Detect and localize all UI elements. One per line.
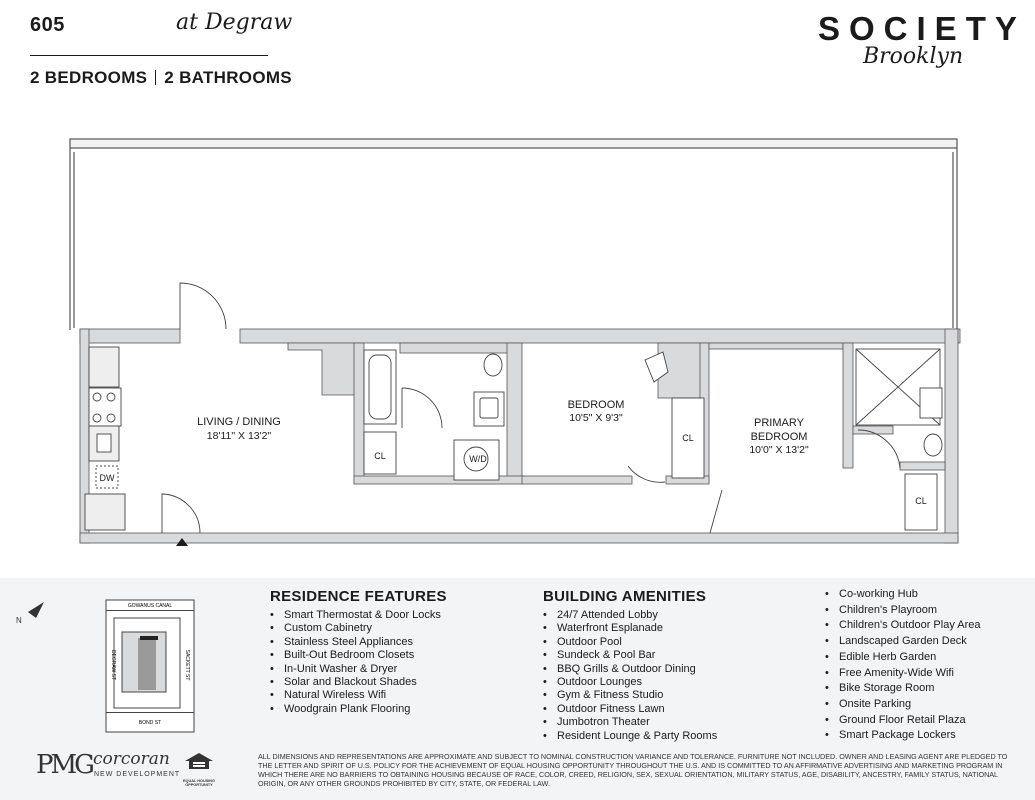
list-item: • Sundeck & Pool Bar [543,649,717,662]
rooms-separator [155,70,156,85]
list-item: • Smart Thermostat & Door Locks [270,609,441,622]
list-item: • Outdoor Lounges [543,676,717,689]
svg-text:GOWANUS CANAL: GOWANUS CANAL [127,603,173,609]
list-item: • Outdoor Pool [543,636,717,649]
equal-housing-icon [181,751,217,777]
header-divider [30,55,268,56]
doors [162,283,900,533]
living-room-name: LIVING / DINING [197,416,281,428]
svg-text:SACKETT ST: SACKETT ST [184,649,190,681]
kitchen [85,347,125,530]
list-item: • Stainless Steel Appliances [270,636,441,649]
svg-text:BOND ST: BOND ST [138,720,162,726]
primary-bedroom-size: 10'0" X 13'2" [749,444,809,456]
building-amenities-list-2 [825,587,981,744]
primary-bedroom-name2: BEDROOM [750,431,808,443]
list-item: • Solar and Blackout Shades [270,676,441,689]
closet-label: CL [915,496,927,506]
list-item: • Free Amenity-Wide Wifi [825,666,981,682]
fixtures [364,349,942,530]
bathrooms-label: 2 BATHROOMS [164,68,292,87]
residence-features-title: RESIDENCE FEATURES [270,588,447,605]
list-item: • Waterfront Esplanade [543,622,717,635]
list-item: • Built-Out Bedroom Closets [270,649,441,662]
list-item: • Smart Package Lockers [825,728,981,744]
list-item: • Natural Wireless Wifi [270,689,441,702]
list-item: • Outdoor Fitness Lawn [543,703,717,716]
list-item: • Edible Herb Garden [825,650,981,666]
site-keyplan [100,598,200,736]
bedroom-size: 10'5" X 9'3" [569,412,623,424]
list-item: • Woodgrain Plank Flooring [270,703,441,716]
bedrooms-label: 2 BEDROOMS [30,68,148,87]
building-subtitle: at Degraw [176,10,293,35]
building-amenities-list [543,609,717,743]
bedroom-name: BEDROOM [567,399,625,411]
list-item: • In-Unit Washer & Dryer [270,663,441,676]
room-count [30,68,292,88]
pmg-logo: PMG [36,750,92,780]
list-item: • Custom Cabinetry [270,622,441,635]
list-item: • Bike Storage Room [825,681,981,697]
list-item: • BBQ Grills & Outdoor Dining [543,663,717,676]
balcony [70,139,957,330]
washer-dryer-label: W/D [469,454,487,464]
list-item: • Landscaped Garden Deck [825,634,981,650]
list-item: • Co-working Hub [825,587,981,603]
list-item: • Resident Lounge & Party Rooms [543,730,717,743]
building-amenities-title: BUILDING AMENITIES [543,588,707,605]
closet-label: CL [682,433,694,443]
brand-sublogo: Brooklyn [863,44,964,69]
unit-number: 605 [30,14,65,36]
list-item: • Children's Playroom [825,603,981,619]
brand-logo: SOCIETY [818,10,1026,47]
list-item: • Children's Outdoor Play Area [825,618,981,634]
primary-bedroom-name: PRIMARY [754,417,804,429]
north-arrow-icon [14,596,50,626]
svg-text:N: N [16,616,22,625]
legal-disclaimer: ALL DIMENSIONS AND REPRESENTATIONS ARE APPROXIMATE AND SUBJECT TO NOMINAL CONSTRUCTION VARIANCE AND TOLERANCE. FURNITURE NOT INCLUDED. OWNER AND LEASING AGENT ARE PLEDGED TO THE LETTER AND SPIRIT OF U.S. POLICY FOR THE ACHIEVEMENT OF EQUAL HOUSING OPPORTUNITY THROUGHOUT THE U.S. AND IS COMMITTED TO AN AFFIRMATIVE ADVERTISING AND MARKETING PROGRAM IN WHICH THERE ARE NO BARRIERS TO OBTAINING HOUSING BECAUSE OF RACE, COLOR, CREED, RELIGION, SEX, SEXUAL ORIENTATION, MILITARY STATUS, AGE, DISABILITY, ANCESTRY, FAMILY STATUS, NATIONAL ORIGIN, OR ANY OTHER GROUNDS PROHIBITED BY CITY, STATE, OR FEDERAL LAW. [258,752,1008,788]
floor-plan [0,130,1035,550]
list-item: • Jumbotron Theater [543,716,717,729]
residence-features-list [270,609,441,716]
list-item: • Ground Floor Retail Plaza [825,713,981,729]
corcoran-sublogo: NEW DEVELOPMENT [94,771,181,778]
living-room-size: 18'11" X 13'2" [206,430,272,442]
corcoran-logo: corcoran [93,749,170,769]
equal-housing-label: EQUAL HOUSING OPPORTUNITY [183,779,215,788]
svg-text:DEGRAW ST: DEGRAW ST [110,649,116,681]
list-item: • 24/7 Attended Lobby [543,609,717,622]
list-item: • Gym & Fitness Studio [543,689,717,702]
dishwasher-label: DW [99,473,115,483]
list-item: • Onsite Parking [825,697,981,713]
closet-label: CL [374,451,386,461]
